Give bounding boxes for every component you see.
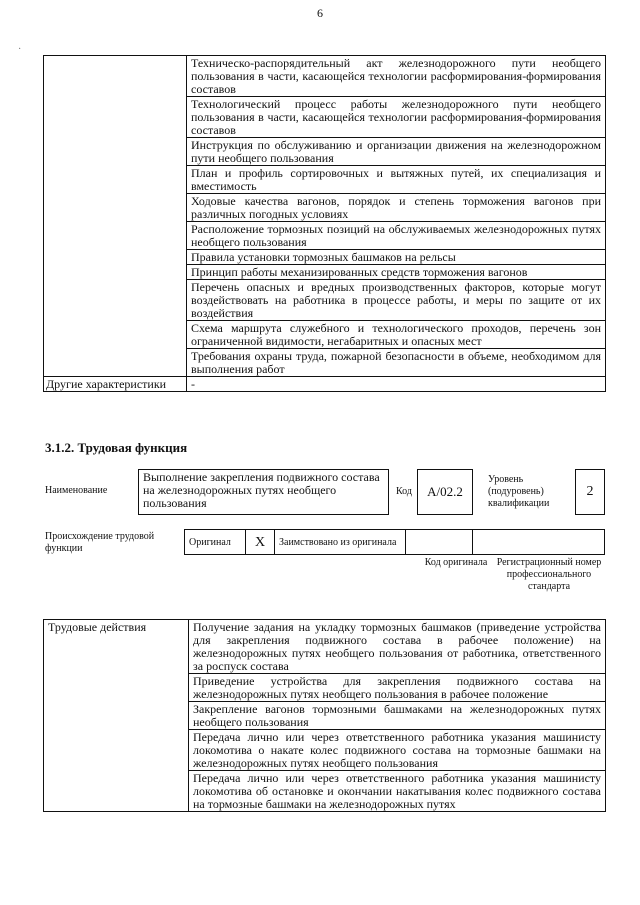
name-label: Наименование (45, 485, 108, 496)
borrowed-label: Заимствовано из оригинала (275, 530, 406, 555)
knowledge-item: Техническо-распорядительный акт железнодорожного пути необщего пользования в части, касающейся технологии расформирования-формирования составов (187, 56, 606, 97)
knowledge-item: Инструкция по обслуживанию и организации движения на железнодорожном пути необщего пользования (187, 138, 606, 166)
knowledge-item: Расположение тормозных позиций на обслуживаемых железнодорожных путях необщего пользования (187, 222, 606, 250)
labor-action-item: Передача лично или через ответственного работника указания машинисту локомотива о накате колес подвижного состава на тормозные башмаки на железнодорожных путях необщего пользования (189, 730, 606, 771)
scan-mark: · (18, 44, 22, 55)
page-number: 6 (317, 6, 323, 20)
knowledge-item: Требования охраны труда, пожарной безопасности в объеме, необходимом для выполнения работ (187, 349, 606, 377)
qualification-level-label: Уровень (подуровень) квалификации (488, 474, 550, 509)
knowledge-label-cell (44, 56, 187, 377)
knowledge-item: Ходовые качества вагонов, порядок и степень торможения вагонов при различных погодных условиях (187, 194, 606, 222)
original-mark: X (246, 530, 275, 555)
origin-label: Происхождение трудовой функции (45, 531, 155, 554)
knowledge-item: Правила установки тормозных башмаков на рельсы (187, 250, 606, 265)
other-characteristics-label: Другие характеристики (44, 377, 187, 392)
labor-action-item: Передача лично или через ответственного работника указания машинисту локомотива об остановке и окончании накатывания колес подвижного состава на тормозные башмаки на железнодорожных путях (189, 771, 606, 812)
knowledge-item: Схема маршрута служебного и технологического проходов, перечень зон ограниченной видимости, негабаритных и опасных мест (187, 321, 606, 349)
registration-number-cell (473, 530, 605, 555)
original-code-cell (406, 530, 473, 555)
function-code-box: A/02.2 (417, 469, 473, 515)
qualification-level-box: 2 (575, 469, 605, 515)
function-name-box: Выполнение закрепления подвижного состава на железнодорожных путях необщего пользования (138, 469, 389, 515)
labor-actions-table (43, 619, 606, 812)
original-label: Оригинал (185, 530, 246, 555)
required-knowledge-table (43, 55, 606, 392)
other-characteristics-value: - (187, 377, 606, 392)
section-title: 3.1.2. Трудовая функция (45, 440, 188, 455)
labor-actions-label: Трудовые действия (44, 620, 189, 812)
labor-action-item: Приведение устройства для закрепления подвижного состава на железнодорожных путях необщего пользования в рабочее положение (189, 674, 606, 702)
labor-action-item: Получение задания на укладку тормозных башмаков (приведение устройства для закрепления подвижного состава в рабочее положение) на железнодорожных путях необщего пользования от работника, ответственного за роспуск состава (189, 620, 606, 674)
code-caption: Код оригинала (424, 557, 488, 568)
knowledge-item: План и профиль сортировочных и вытяжных путей, их специализация и вместимость (187, 166, 606, 194)
code-label: Код (396, 486, 412, 497)
registration-caption: Регистрационный номер профессионального стандарта (496, 557, 602, 592)
origin-table (184, 529, 605, 555)
knowledge-item: Технологический процесс работы железнодорожного пути необщего пользования в части, касающейся технологии расформирования-формирования составов (187, 97, 606, 138)
labor-action-item: Закрепление вагонов тормозными башмаками на железнодорожных путях необщего пользования (189, 702, 606, 730)
knowledge-item: Перечень опасных и вредных производственных факторов, которые могут воздействовать на работника в процессе работы, и меры по защите от их воздействия (187, 280, 606, 321)
knowledge-item: Принцип работы механизированных средств торможения вагонов (187, 265, 606, 280)
